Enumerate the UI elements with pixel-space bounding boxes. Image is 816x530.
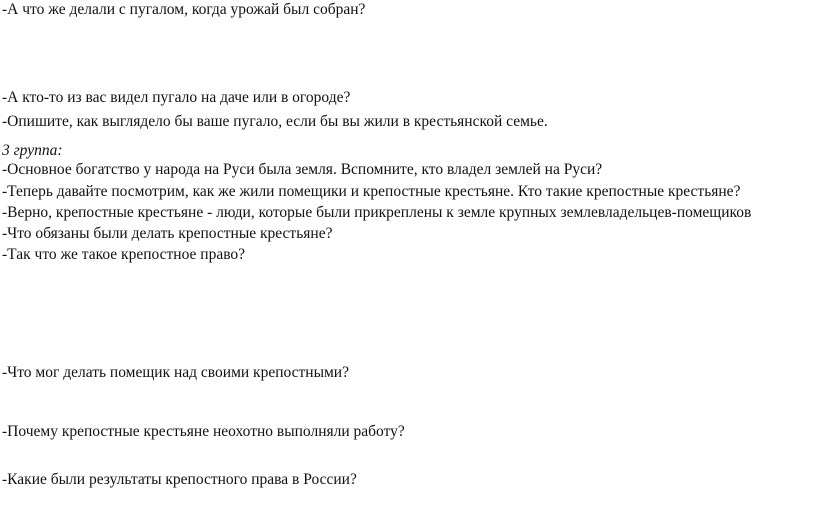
- question-serfdom-definition: -Так что же такое крепостное право?: [2, 246, 246, 263]
- question-harvest-scarecrow: -А что же делали с пугалом, когда урожай был собран?: [2, 1, 366, 18]
- question-reluctant-work: -Почему крепостные крестьяне неохотно выполняли работу?: [2, 423, 405, 440]
- question-serf-duties: -Что обязаны были делать крепостные крестьяне?: [2, 225, 333, 242]
- group-heading: 3 группа:: [2, 142, 63, 159]
- question-seen-scarecrow: -А кто-то из вас видел пугало на даче или в огороде?: [2, 89, 351, 106]
- question-serfdom-results: -Какие были результаты крепостного права в России?: [2, 471, 357, 488]
- question-serfs-definition: -Теперь давайте посмотрим, как же жили помещики и крепостные крестьяне. Кто такие крепостные крестьяне?: [2, 183, 741, 200]
- question-describe-scarecrow: -Опишите, как выглядело бы ваше пугало, если бы вы жили в крестьянской семье.: [2, 113, 548, 130]
- question-landlord-power: -Что мог делать помещик над своими крепостными?: [2, 364, 349, 381]
- statement-serfs-attached: -Верно, крепостные крестьяне - люди, которые были прикреплены к земле крупных землевладельцев-помещиков: [2, 204, 752, 221]
- question-land-owner: -Основное богатство у народа на Руси была земля. Вспомните, кто владел землей на Руси?: [2, 161, 603, 178]
